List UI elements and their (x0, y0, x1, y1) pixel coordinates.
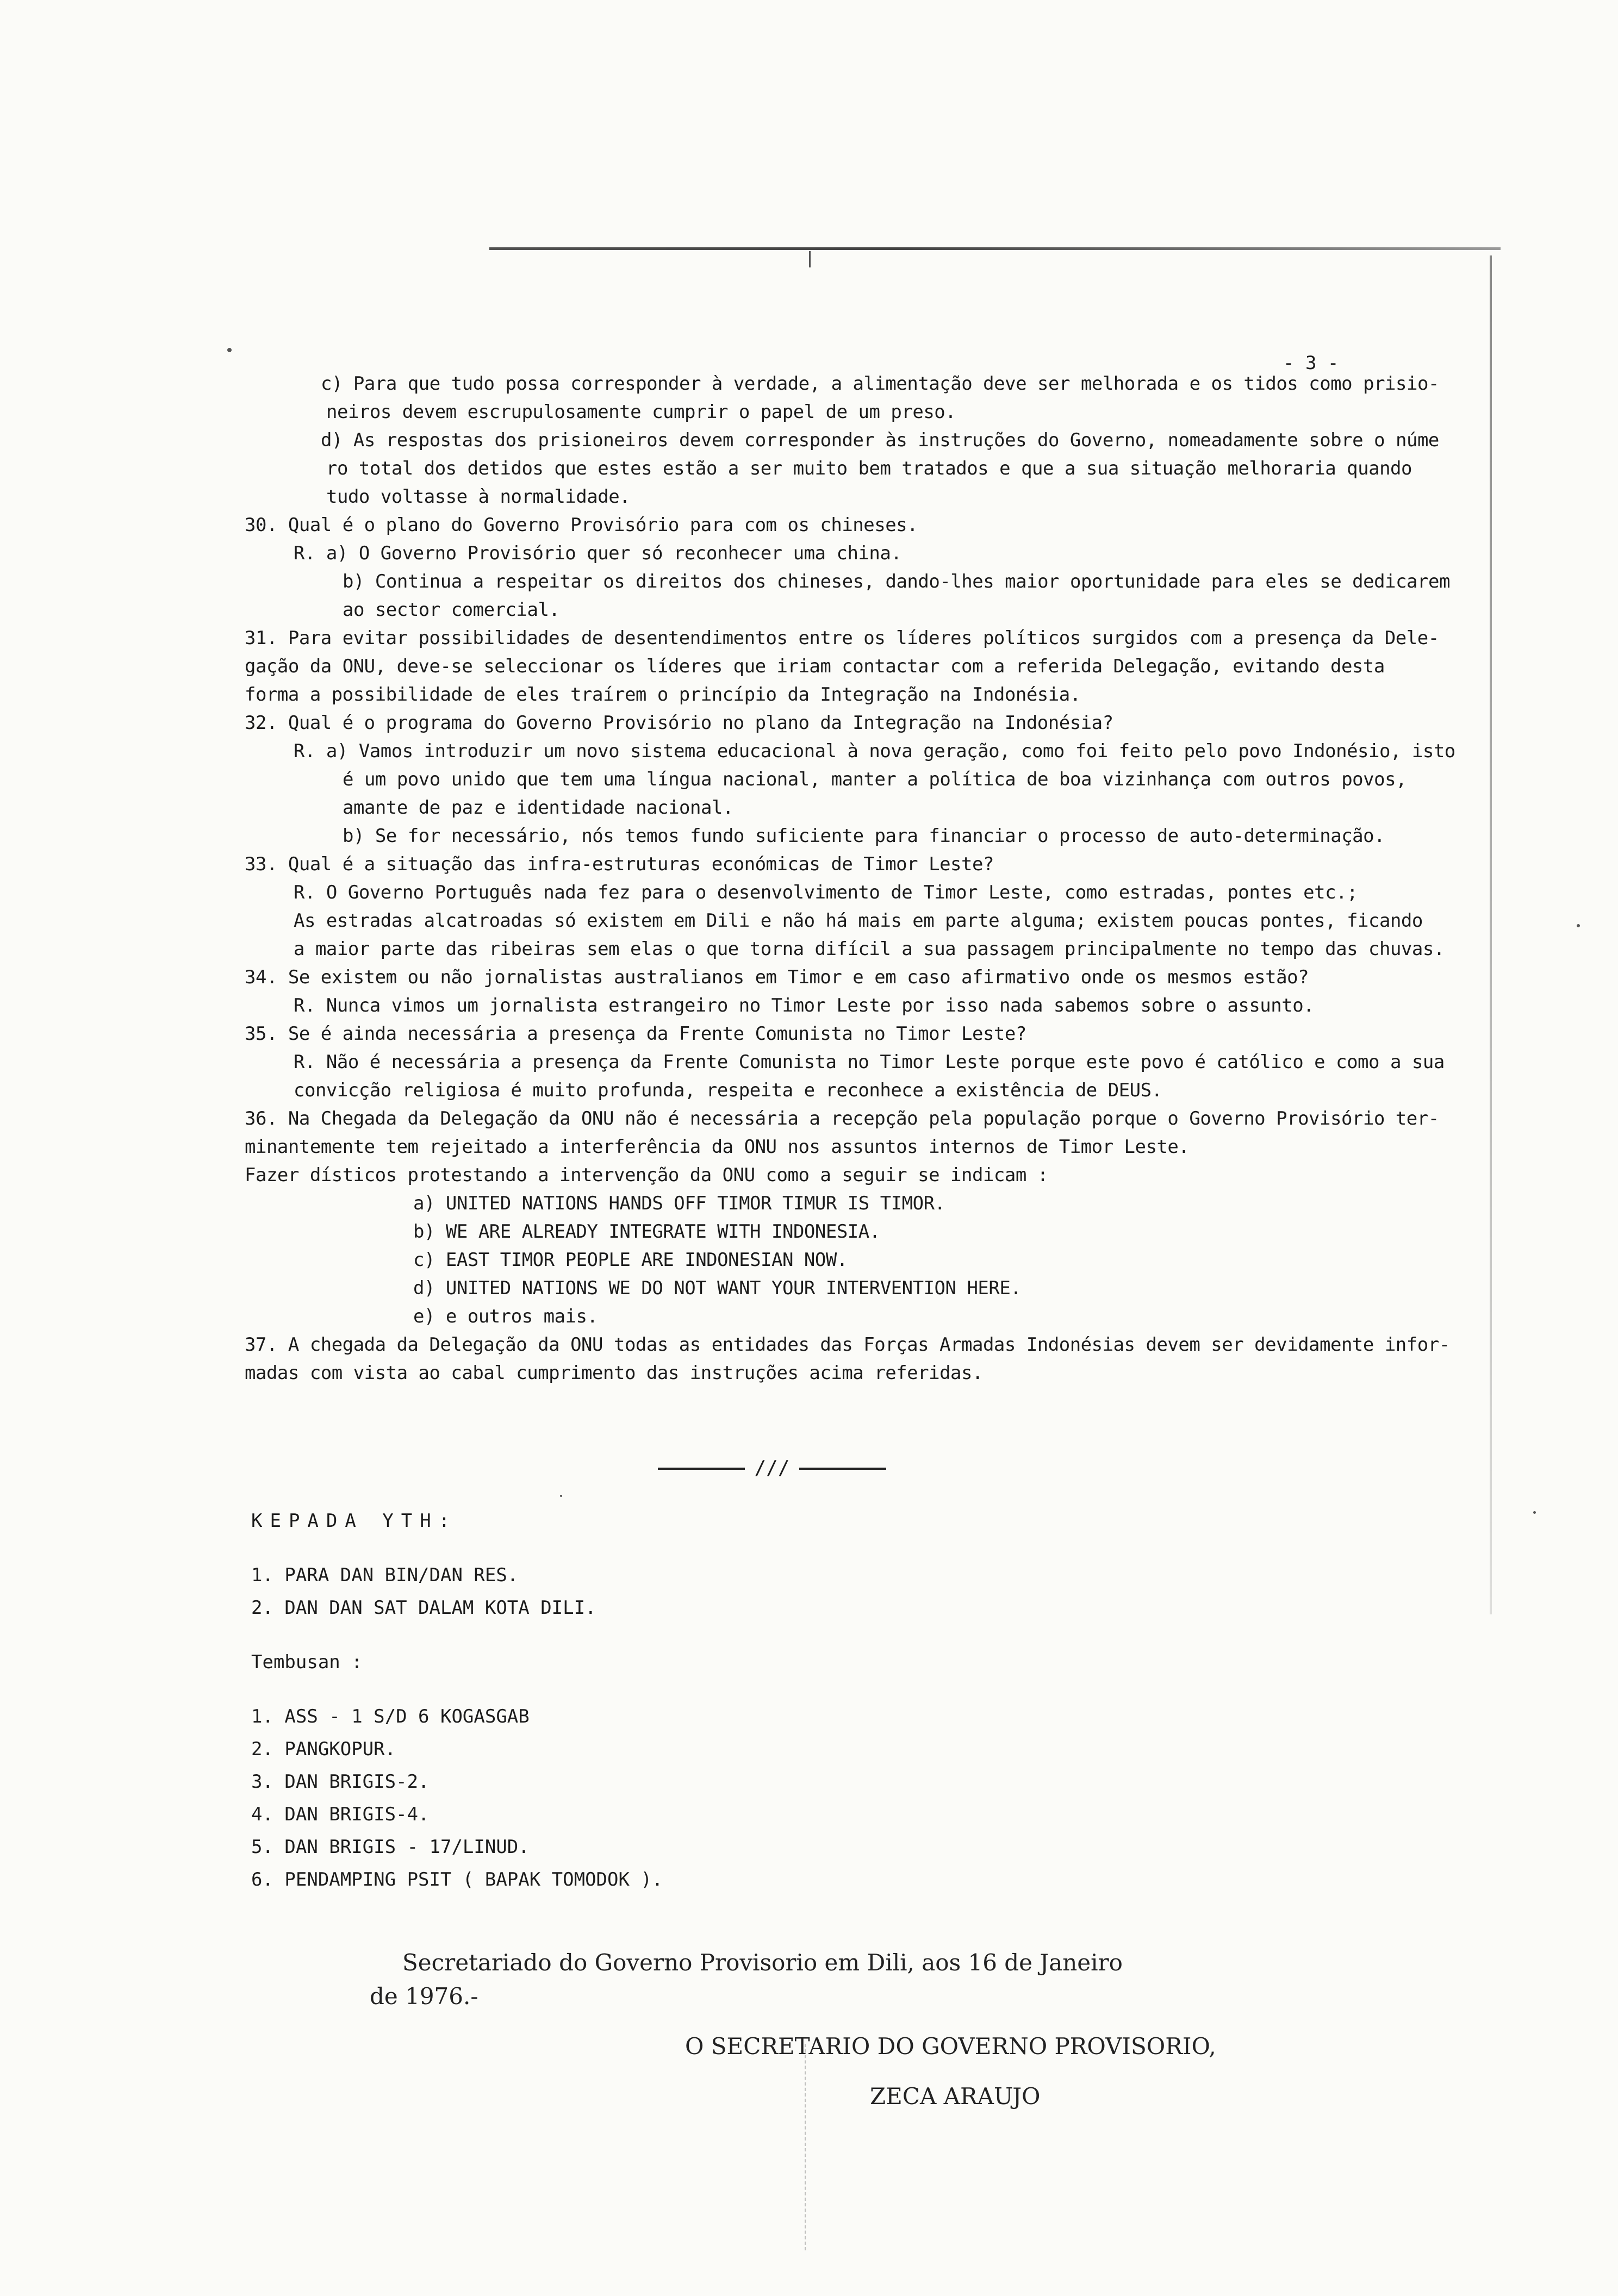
document-line: Fazer dísticos protestando a intervenção da ONU como a seguir se indicam : (245, 1164, 1048, 1186)
section-divider: /// (658, 1457, 886, 1478)
document-line: tudo voltasse à normalidade. (326, 486, 631, 508)
tembusan-label: Tembusan : (251, 1651, 363, 1673)
document-line: As estradas alcatroadas só existem em Dili e não há mais em parte alguma; existem poucas pontes, ficando (294, 910, 1423, 932)
document-line: 33. Qual é a situação das infra-estruturas económicas de Timor Leste? (245, 853, 994, 875)
document-line: forma a possibilidade de eles traírem o princípio da Integração na Indonésia. (245, 684, 1081, 706)
kepada-label: KEPADA YTH: (251, 1510, 458, 1532)
tembusan-item: 4. DAN BRIGIS-4. (251, 1804, 430, 1825)
document-line: 35. Se é ainda necessária a presença da Frente Comunista no Timor Leste? (245, 1023, 1026, 1045)
signature-place-date: Secretariado do Governo Provisorio em Dili, aos 16 de Janeiro (402, 1949, 1123, 1976)
document-line: R. a) Vamos introduzir um novo sistema educacional à nova geração, como foi feito pelo povo Indonésio, isto (294, 740, 1455, 762)
document-line: b) Se for necessário, nós temos fundo suficiente para financiar o processo de auto-determinação. (343, 825, 1385, 847)
tembusan-item: 1. ASS - 1 S/D 6 KOGASGAB (251, 1706, 530, 1727)
top-rule (489, 247, 1501, 250)
scan-speck (560, 1495, 562, 1497)
scan-speck (1577, 924, 1580, 927)
tembusan-item: 3. DAN BRIGIS-2. (251, 1771, 430, 1793)
document-body (245, 370, 1455, 1387)
scan-speck (1533, 1511, 1536, 1514)
document-line: amante de paz e identidade nacional. (343, 797, 733, 819)
tembusan-item: 2. PANGKOPUR. (251, 1738, 396, 1760)
document-line: a) UNITED NATIONS HANDS OFF TIMOR TIMUR IS TIMOR. (413, 1193, 945, 1214)
document-line: d) UNITED NATIONS WE DO NOT WANT YOUR INTERVENTION HERE. (413, 1277, 1022, 1299)
document-line: convicção religiosa é muito profunda, respeita e reconhece a existência de DEUS. (294, 1080, 1162, 1101)
kepada-item: 1. PARA DAN BIN/DAN RES. (251, 1564, 519, 1586)
distribution-block (251, 1505, 663, 1896)
document-line: b) Continua a respeitar os direitos dos chineses, dando-lhes maior oportunidade para eles se dedicarem (343, 571, 1450, 592)
document-line: c) Para que tudo possa corresponder à verdade, a alimentação deve ser melhorada e os tidos como prisio- (321, 373, 1439, 395)
document-line: R. a) O Governo Provisório quer só reconhecer uma china. (294, 542, 902, 564)
rule-tick (809, 251, 811, 267)
kepada-item: 2. DAN DAN SAT DALAM KOTA DILI. (251, 1597, 596, 1619)
document-line: ro total dos detidos que estes estão a ser muito bem tratados e que a sua situação melhoraria quando (326, 458, 1412, 479)
document-line: 30. Qual é o plano do Governo Provisório para com os chineses. (245, 514, 918, 536)
document-line: madas com vista ao cabal cumprimento das instruções acima referidas. (245, 1362, 983, 1384)
document-line: 31. Para evitar possibilidades de desentendimentos entre os líderes políticos surgidos com a presença da Dele- (245, 627, 1439, 649)
document-line: 36. Na Chegada da Delegação da ONU não é necessária a recepção pela população porque o Governo Provisório ter- (245, 1108, 1439, 1130)
document-line: neiros devem escrupulosamente cumprir o papel de um preso. (326, 401, 956, 423)
page-number: - 3 - (1283, 352, 1339, 374)
document-line: 32. Qual é o programa do Governo Provisório no plano da Integração na Indonésia? (245, 712, 1113, 734)
faded-stamp-mark (805, 2044, 1034, 2250)
document-line: b) WE ARE ALREADY INTEGRATE WITH INDONESIA. (413, 1221, 880, 1243)
document-line: ao sector comercial. (343, 599, 560, 621)
scan-speck (227, 348, 232, 352)
document-line: é um povo unido que tem uma língua nacional, manter a política de boa vizinhança com outros povos, (343, 769, 1407, 790)
document-line: a maior parte das ribeiras sem elas o que torna difícil a sua passagem principalmente no tempo das chuvas. (294, 938, 1445, 960)
document-line: d) As respostas dos prisioneiros devem corresponder às instruções do Governo, nomeadamente sobre o núme (321, 429, 1439, 451)
document-line: R. O Governo Português nada fez para o desenvolvimento de Timor Leste, como estradas, pontes etc.; (294, 882, 1358, 903)
document-line: R. Não é necessária a presença da Frente Comunista no Timor Leste porque este povo é católico e como a sua (294, 1051, 1445, 1073)
signature-block (370, 1946, 1216, 2113)
document-line: 34. Se existem ou não jornalistas australianos em Timor e em caso afirmativo onde os mesmos estão? (245, 966, 1309, 988)
document-line: 37. A chegada da Delegação da ONU todas as entidades das Forças Armadas Indonésias devem ser devidamente infor- (245, 1334, 1450, 1356)
signature-name: ZECA ARAUJO (870, 2083, 1041, 2110)
signature-title: O SECRETARIO DO GOVERNO PROVISORIO, (685, 2033, 1216, 2060)
tembusan-item: 6. PENDAMPING PSIT ( BAPAK TOMODOK ). (251, 1869, 663, 1891)
scan-edge-shadow (1490, 255, 1492, 1614)
tembusan-item: 5. DAN BRIGIS - 17/LINUD. (251, 1836, 530, 1858)
document-line: R. Nunca vimos um jornalista estrangeiro no Timor Leste por isso nada sabemos sobre o assunto. (294, 995, 1315, 1016)
document-line: gação da ONU, deve-se seleccionar os líderes que iriam contactar com a referida Delegação, evitando desta (245, 656, 1385, 677)
document-line: e) e outros mais. (413, 1306, 598, 1327)
document-line: minantemente tem rejeitado a interferência da ONU nos assuntos internos de Timor Leste. (245, 1136, 1190, 1158)
document-line: c) EAST TIMOR PEOPLE ARE INDONESIAN NOW. (413, 1249, 848, 1271)
signature-year: de 1976.- (370, 1983, 478, 2010)
